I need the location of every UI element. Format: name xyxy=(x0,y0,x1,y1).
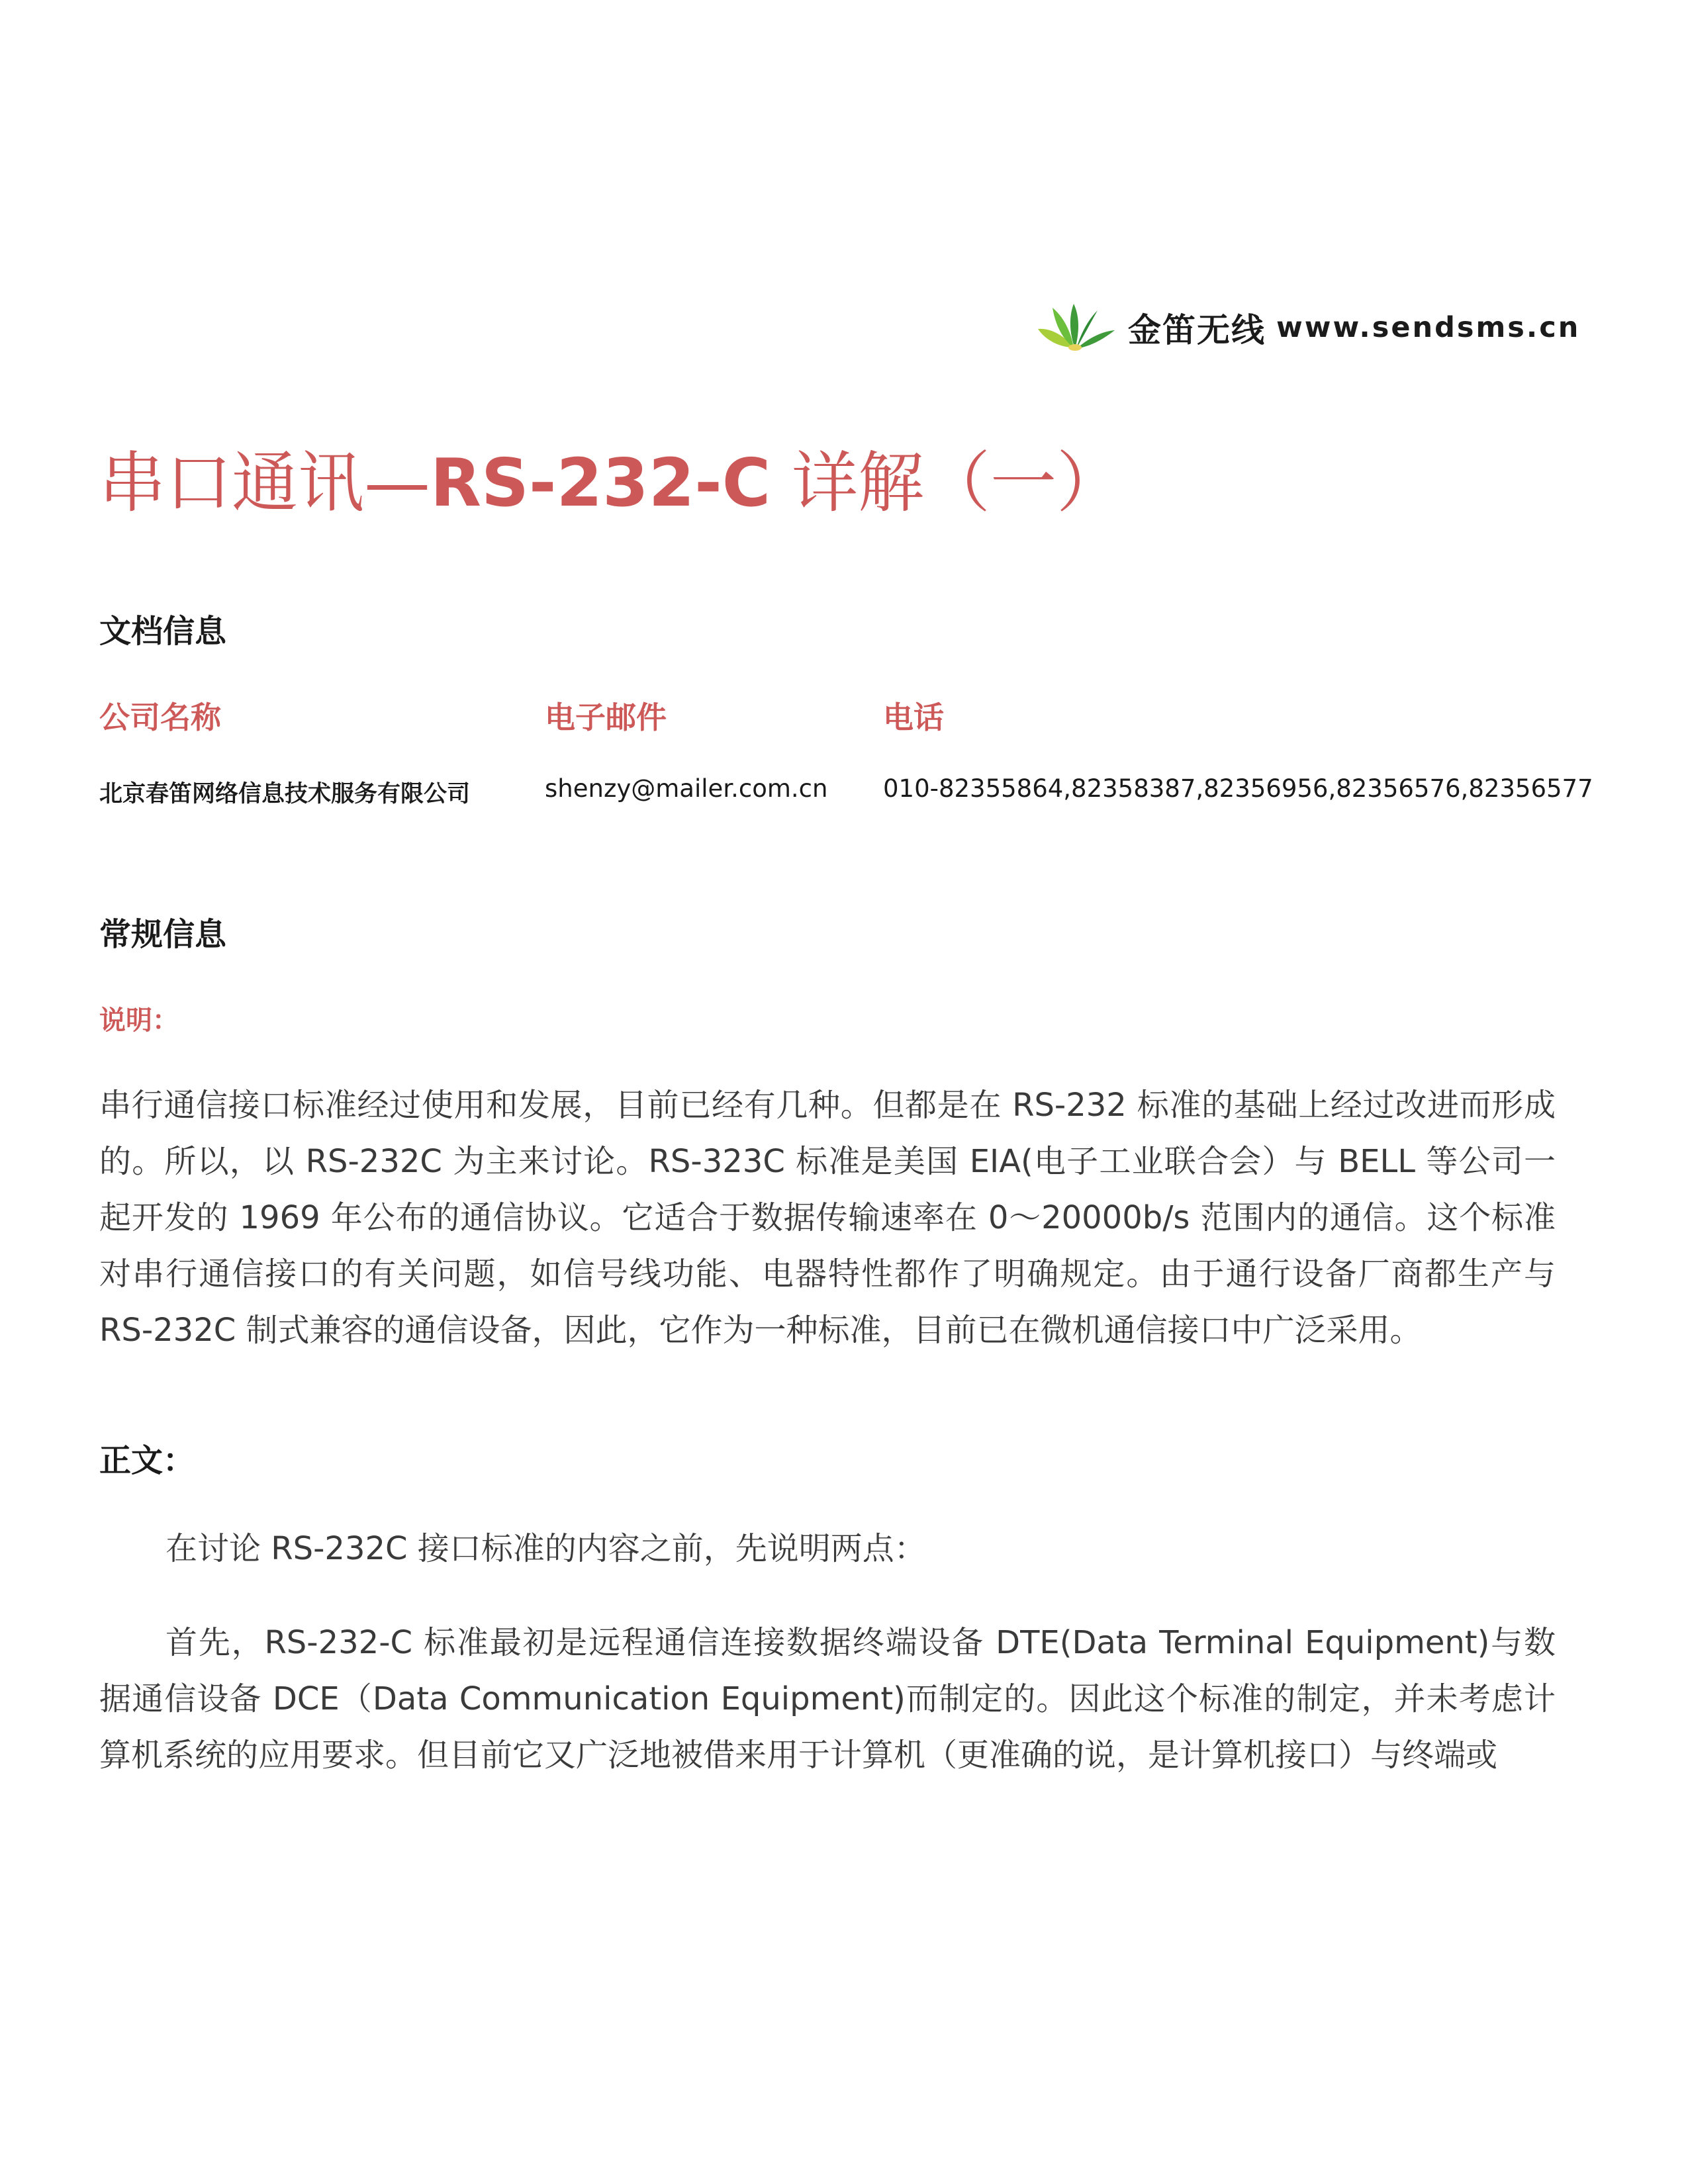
note-label: 说明： xyxy=(99,1005,179,1036)
phone-value: 010-82355864,82358387,82356956,82356576,82356577 xyxy=(883,774,1593,803)
email-value: shenzy@mailer.com.cn xyxy=(545,774,828,803)
lotus-leaves-icon xyxy=(1033,301,1119,354)
body-heading: 正文： xyxy=(99,1442,195,1479)
title-suffix: 详解（一） xyxy=(771,444,1123,522)
body-paragraph-2: 首先，RS-232-C 标准最初是远程通信连接数据终端设备 DTE(Data Terminal Equipment)与数据通信设备 DCE（Data Communication Equipment)而制定的。因此这个标准的制定，并未考虑计算机系统的应用要求。但目前它又广泛地被借来用于计算机（更准确的说，是计算机接口）与终端或 xyxy=(99,1624,1556,1774)
company-label: 公司名称 xyxy=(99,700,221,735)
doc-info-heading: 文档信息 xyxy=(99,613,227,650)
company-value: 北京春笛网络信息技术服务有限公司 xyxy=(99,781,471,807)
brand-url: www.sendsms.cn xyxy=(1276,311,1581,344)
email-label: 电子邮件 xyxy=(545,700,667,735)
phone-label: 电话 xyxy=(883,700,944,735)
body-paragraph-1: 在讨论 RS-232C 接口标准的内容之前，先说明两点： xyxy=(165,1530,926,1567)
note-paragraph: 串行通信接口标准经过使用和发展，目前已经有几种。但都是在 RS-232 标准的基础上经过改进而形成的。所以，以 RS-232C 为主来讨论。RS-323C 标准是美国 EIA(电子工业联合会）与 BELL 等公司一起开发的 1969 年公布的通信协议。它适合于数据传输速率在 0～20000b/s 范围内的通信。这个标准对串行通信接口的有关问题，如信号线功能、电器特性都作了明确规定。由于通行设备厂商都生产与 RS-232C 制式兼容的通信设备，因此，它作为一种标准，目前已在微机通信接口中广泛采用。 xyxy=(99,1087,1556,1349)
page-title xyxy=(99,437,1589,529)
title-prefix: 串口通讯— xyxy=(99,444,430,522)
general-info-heading: 常规信息 xyxy=(99,916,227,953)
brand-name: 金笛无线 xyxy=(1128,311,1266,349)
header-logo xyxy=(1033,295,1595,361)
title-bold: RS-232-C xyxy=(430,444,771,522)
